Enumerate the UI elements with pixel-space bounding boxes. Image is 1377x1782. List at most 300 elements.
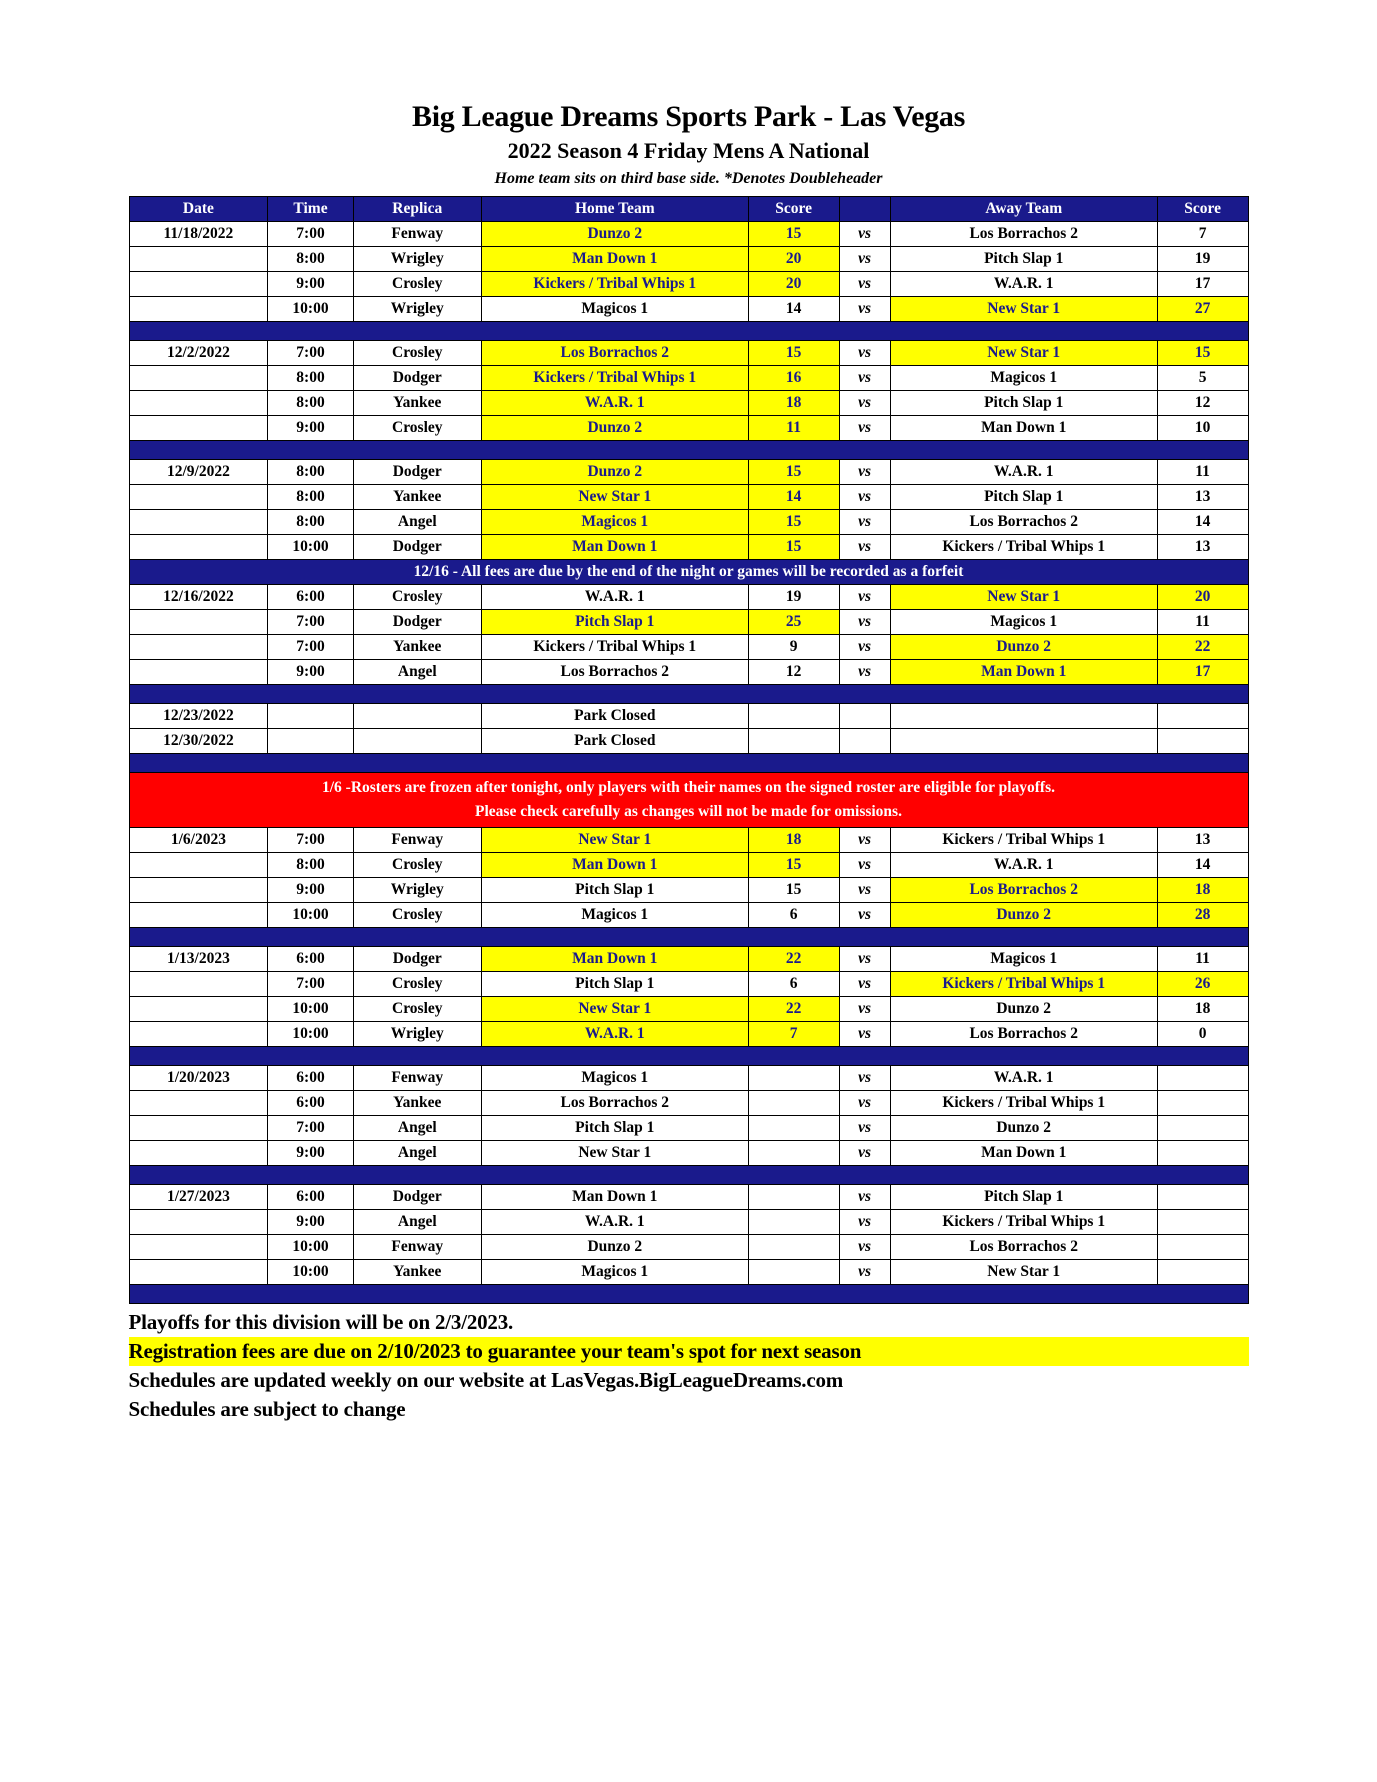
cell-time: 7:00 <box>268 610 353 635</box>
cell-away-team: New Star 1 <box>890 1260 1157 1285</box>
table-row <box>129 828 1248 853</box>
park-closed-row <box>129 704 1248 729</box>
cell-replica <box>353 729 481 754</box>
cell-date <box>129 1260 268 1285</box>
cell-vs <box>839 704 890 729</box>
cell-date <box>129 1022 268 1047</box>
spacer-cell <box>129 322 1248 341</box>
cell-away-team: W.A.R. 1 <box>890 460 1157 485</box>
cell-time: 9:00 <box>268 878 353 903</box>
col-home-team: Home Team <box>481 197 748 222</box>
cell-home-team: Magicos 1 <box>481 510 748 535</box>
cell-vs: vs <box>839 947 890 972</box>
cell-home-team: Kickers / Tribal Whips 1 <box>481 635 748 660</box>
cell-home-team: Magicos 1 <box>481 903 748 928</box>
cell-time: 7:00 <box>268 972 353 997</box>
table-row <box>129 997 1248 1022</box>
cell-home-team: Man Down 1 <box>481 247 748 272</box>
cell-time: 6:00 <box>268 1066 353 1091</box>
cell-home-score: 7 <box>748 1022 839 1047</box>
cell-away-team: Man Down 1 <box>890 416 1157 441</box>
cell-away-team: Los Borrachos 2 <box>890 1022 1157 1047</box>
cell-date <box>129 485 268 510</box>
cell-time: 8:00 <box>268 366 353 391</box>
cell-date <box>129 635 268 660</box>
cell-away-score: 10 <box>1157 416 1248 441</box>
cell-time: 8:00 <box>268 510 353 535</box>
cell-vs: vs <box>839 1141 890 1166</box>
cell-away-team: Kickers / Tribal Whips 1 <box>890 972 1157 997</box>
cell-time: 8:00 <box>268 391 353 416</box>
cell-away-team: Kickers / Tribal Whips 1 <box>890 535 1157 560</box>
cell-home-team: Pitch Slap 1 <box>481 878 748 903</box>
cell-replica: Crosley <box>353 997 481 1022</box>
cell-vs: vs <box>839 997 890 1022</box>
spacer-row <box>129 1166 1248 1185</box>
spacer-cell <box>129 928 1248 947</box>
table-row <box>129 1141 1248 1166</box>
cell-time: 7:00 <box>268 828 353 853</box>
cell-away-score: 27 <box>1157 297 1248 322</box>
page-subtitle: 2022 Season 4 Friday Mens A National <box>507 138 870 163</box>
cell-date: 12/30/2022 <box>129 729 268 754</box>
spacer-cell <box>129 754 1248 773</box>
cell-home-score <box>748 1185 839 1210</box>
cell-replica: Dodger <box>353 947 481 972</box>
cell-away-score: 17 <box>1157 660 1248 685</box>
cell-date <box>129 535 268 560</box>
cell-away-team: Los Borrachos 2 <box>890 878 1157 903</box>
col-time: Time <box>268 197 353 222</box>
cell-vs: vs <box>839 222 890 247</box>
footer-subject: Schedules are subject to change <box>128 1397 406 1421</box>
notice-banner-text: 12/16 - All fees are due by the end of the night or games will be recorded as a forfeit <box>129 560 1248 585</box>
cell-time <box>268 729 353 754</box>
cell-home-score: 15 <box>748 460 839 485</box>
table-row <box>129 878 1248 903</box>
cell-away-score <box>1157 1185 1248 1210</box>
banner-line: 1/6 -Rosters are frozen after tonight, only players with their names on the signed roster are eligible for playoffs. <box>321 779 1056 796</box>
cell-away-team: W.A.R. 1 <box>890 1066 1157 1091</box>
cell-vs <box>839 729 890 754</box>
cell-away-score: 5 <box>1157 366 1248 391</box>
spacer-cell <box>129 1285 1248 1304</box>
cell-home-score: 18 <box>748 391 839 416</box>
roster-freeze-banner-text <box>129 773 1248 828</box>
cell-date <box>129 610 268 635</box>
cell-date <box>129 416 268 441</box>
spacer-row <box>129 928 1248 947</box>
table-header <box>129 197 1248 222</box>
cell-date <box>129 878 268 903</box>
cell-away-score: 11 <box>1157 947 1248 972</box>
cell-replica: Crosley <box>353 416 481 441</box>
cell-home-score: 15 <box>748 853 839 878</box>
cell-home-score: 12 <box>748 660 839 685</box>
cell-vs: vs <box>839 903 890 928</box>
cell-time: 7:00 <box>268 635 353 660</box>
cell-home-team: Magicos 1 <box>481 1260 748 1285</box>
cell-replica: Crosley <box>353 972 481 997</box>
cell-vs: vs <box>839 272 890 297</box>
cell-away-score: 13 <box>1157 828 1248 853</box>
footer-notes <box>129 1308 1249 1424</box>
cell-time: 9:00 <box>268 416 353 441</box>
cell-date: 12/23/2022 <box>129 704 268 729</box>
cell-home-score: 15 <box>748 510 839 535</box>
cell-home-score: 9 <box>748 635 839 660</box>
cell-home-score: 22 <box>748 997 839 1022</box>
cell-away-team: Kickers / Tribal Whips 1 <box>890 1091 1157 1116</box>
cell-time: 10:00 <box>268 903 353 928</box>
cell-home-team: Los Borrachos 2 <box>481 1091 748 1116</box>
cell-away-team: New Star 1 <box>890 341 1157 366</box>
cell-home-team: Pitch Slap 1 <box>481 1116 748 1141</box>
cell-replica: Angel <box>353 1141 481 1166</box>
cell-replica: Fenway <box>353 828 481 853</box>
table-row <box>129 485 1248 510</box>
cell-replica: Dodger <box>353 535 481 560</box>
cell-away-score: 22 <box>1157 635 1248 660</box>
cell-away-score: 17 <box>1157 272 1248 297</box>
cell-replica: Yankee <box>353 1260 481 1285</box>
park-closed-row <box>129 729 1248 754</box>
col-away-score: Score <box>1157 197 1248 222</box>
cell-away-team: Magicos 1 <box>890 366 1157 391</box>
cell-home-score <box>748 1141 839 1166</box>
cell-replica: Crosley <box>353 585 481 610</box>
cell-away-score: 11 <box>1157 460 1248 485</box>
cell-vs: vs <box>839 297 890 322</box>
cell-date <box>129 660 268 685</box>
cell-time: 8:00 <box>268 460 353 485</box>
cell-away-team: W.A.R. 1 <box>890 272 1157 297</box>
table-body <box>129 222 1248 1304</box>
table-row <box>129 1022 1248 1047</box>
cell-away-score <box>1157 1210 1248 1235</box>
cell-date <box>129 391 268 416</box>
cell-away-score: 14 <box>1157 853 1248 878</box>
cell-date: 12/9/2022 <box>129 460 268 485</box>
cell-vs: vs <box>839 853 890 878</box>
cell-away-team: Dunzo 2 <box>890 997 1157 1022</box>
cell-vs: vs <box>839 535 890 560</box>
col-home-score: Score <box>748 197 839 222</box>
table-row <box>129 1260 1248 1285</box>
table-row <box>129 1210 1248 1235</box>
cell-home-team: W.A.R. 1 <box>481 391 748 416</box>
cell-time: 10:00 <box>268 1022 353 1047</box>
cell-vs: vs <box>839 1260 890 1285</box>
cell-vs: vs <box>839 610 890 635</box>
cell-away-team: Los Borrachos 2 <box>890 510 1157 535</box>
cell-home-score: 6 <box>748 972 839 997</box>
cell-home-team: W.A.R. 1 <box>481 1210 748 1235</box>
cell-home-team: New Star 1 <box>481 485 748 510</box>
cell-home-score <box>748 1116 839 1141</box>
cell-away-score: 14 <box>1157 510 1248 535</box>
cell-replica: Crosley <box>353 272 481 297</box>
cell-home-score: 20 <box>748 247 839 272</box>
cell-home-score: 19 <box>748 585 839 610</box>
table-row <box>129 972 1248 997</box>
cell-away-score: 0 <box>1157 1022 1248 1047</box>
cell-time: 9:00 <box>268 1141 353 1166</box>
cell-replica: Wrigley <box>353 297 481 322</box>
cell-vs: vs <box>839 391 890 416</box>
cell-time: 6:00 <box>268 947 353 972</box>
cell-away-score: 18 <box>1157 997 1248 1022</box>
cell-date <box>129 853 268 878</box>
table-row <box>129 1185 1248 1210</box>
table-row <box>129 635 1248 660</box>
cell-time: 7:00 <box>268 222 353 247</box>
cell-replica: Dodger <box>353 1185 481 1210</box>
table-row <box>129 853 1248 878</box>
cell-home-team: Dunzo 2 <box>481 222 748 247</box>
cell-date: 1/6/2023 <box>129 828 268 853</box>
cell-date <box>129 272 268 297</box>
cell-home-team: New Star 1 <box>481 828 748 853</box>
cell-home-score: 15 <box>748 222 839 247</box>
cell-away-team: Kickers / Tribal Whips 1 <box>890 828 1157 853</box>
cell-replica: Yankee <box>353 485 481 510</box>
table-row <box>129 297 1248 322</box>
cell-home-team: Kickers / Tribal Whips 1 <box>481 366 748 391</box>
banner-line: Please check carefully as changes will not be made for omissions. <box>475 803 902 820</box>
cell-away-team: Pitch Slap 1 <box>890 391 1157 416</box>
cell-vs: vs <box>839 828 890 853</box>
table-row <box>129 272 1248 297</box>
cell-vs: vs <box>839 878 890 903</box>
table-row <box>129 391 1248 416</box>
cell-away-team: Dunzo 2 <box>890 635 1157 660</box>
cell-replica: Crosley <box>353 903 481 928</box>
table-row <box>129 510 1248 535</box>
cell-home-score: 6 <box>748 903 839 928</box>
cell-home-team: Los Borrachos 2 <box>481 341 748 366</box>
cell-away-team <box>890 729 1157 754</box>
cell-time: 7:00 <box>268 341 353 366</box>
cell-time: 10:00 <box>268 997 353 1022</box>
cell-vs: vs <box>839 1022 890 1047</box>
cell-home-team: Magicos 1 <box>481 1066 748 1091</box>
cell-vs: vs <box>839 1185 890 1210</box>
cell-home-team: Kickers / Tribal Whips 1 <box>481 272 748 297</box>
cell-date: 1/27/2023 <box>129 1185 268 1210</box>
table-row <box>129 1066 1248 1091</box>
cell-replica: Angel <box>353 510 481 535</box>
roster-freeze-banner-row <box>129 773 1248 828</box>
cell-replica: Wrigley <box>353 247 481 272</box>
cell-home-team: W.A.R. 1 <box>481 1022 748 1047</box>
cell-home-team: New Star 1 <box>481 1141 748 1166</box>
cell-replica: Angel <box>353 1116 481 1141</box>
table-row <box>129 585 1248 610</box>
cell-time: 6:00 <box>268 1091 353 1116</box>
cell-date <box>129 297 268 322</box>
cell-away-score: 18 <box>1157 878 1248 903</box>
spacer-row <box>129 322 1248 341</box>
schedule-table <box>129 196 1249 1304</box>
cell-date <box>129 1091 268 1116</box>
cell-replica: Yankee <box>353 1091 481 1116</box>
table-row <box>129 416 1248 441</box>
cell-away-score: 20 <box>1157 585 1248 610</box>
cell-away-score: 7 <box>1157 222 1248 247</box>
cell-vs: vs <box>839 1116 890 1141</box>
table-row <box>129 535 1248 560</box>
cell-vs: vs <box>839 660 890 685</box>
cell-time: 8:00 <box>268 853 353 878</box>
cell-home-score: 14 <box>748 297 839 322</box>
cell-away-score <box>1157 1066 1248 1091</box>
cell-home-team: Man Down 1 <box>481 853 748 878</box>
cell-date: 1/13/2023 <box>129 947 268 972</box>
table-row <box>129 903 1248 928</box>
cell-away-score <box>1157 729 1248 754</box>
cell-date <box>129 366 268 391</box>
cell-time: 7:00 <box>268 1116 353 1141</box>
cell-away-team <box>890 704 1157 729</box>
cell-date: 1/20/2023 <box>129 1066 268 1091</box>
cell-vs: vs <box>839 1235 890 1260</box>
cell-away-team: Pitch Slap 1 <box>890 485 1157 510</box>
cell-vs: vs <box>839 460 890 485</box>
cell-replica: Wrigley <box>353 1022 481 1047</box>
footer-updates: Schedules are updated weekly on our website at LasVegas.BigLeagueDreams.com <box>128 1368 844 1392</box>
cell-replica: Fenway <box>353 222 481 247</box>
table-row <box>129 366 1248 391</box>
cell-away-team: Dunzo 2 <box>890 1116 1157 1141</box>
spacer-cell <box>129 1047 1248 1066</box>
cell-away-score <box>1157 1116 1248 1141</box>
cell-date <box>129 1116 268 1141</box>
cell-date <box>129 1141 268 1166</box>
cell-vs: vs <box>839 341 890 366</box>
cell-home-team: Park Closed <box>481 729 748 754</box>
spacer-cell <box>129 441 1248 460</box>
cell-replica: Fenway <box>353 1235 481 1260</box>
cell-replica <box>353 704 481 729</box>
cell-away-team: Kickers / Tribal Whips 1 <box>890 1210 1157 1235</box>
cell-home-team: Man Down 1 <box>481 947 748 972</box>
cell-home-team: Park Closed <box>481 704 748 729</box>
cell-home-team: Los Borrachos 2 <box>481 660 748 685</box>
page-title: Big League Dreams Sports Park - Las Vegas <box>412 100 965 133</box>
footer-registration: Registration fees are due on 2/10/2023 to guarantee your team's spot for next season <box>129 1337 1249 1366</box>
col-away-team: Away Team <box>890 197 1157 222</box>
cell-vs: vs <box>839 366 890 391</box>
notice-banner-row <box>129 560 1248 585</box>
cell-time: 10:00 <box>268 297 353 322</box>
footer-playoffs: Playoffs for this division will be on 2/3/2023. <box>128 1310 514 1334</box>
cell-replica: Dodger <box>353 610 481 635</box>
cell-vs: vs <box>839 510 890 535</box>
cell-away-team: Los Borrachos 2 <box>890 222 1157 247</box>
cell-date <box>129 247 268 272</box>
cell-date <box>129 1210 268 1235</box>
cell-home-score <box>748 729 839 754</box>
cell-home-team: Man Down 1 <box>481 1185 748 1210</box>
cell-date <box>129 1235 268 1260</box>
cell-vs: vs <box>839 416 890 441</box>
cell-replica: Wrigley <box>353 878 481 903</box>
cell-home-score: 16 <box>748 366 839 391</box>
cell-home-team: Pitch Slap 1 <box>481 610 748 635</box>
cell-away-score <box>1157 1091 1248 1116</box>
cell-away-score: 26 <box>1157 972 1248 997</box>
page-note: Home team sits on third base side. *Denotes Doubleheader <box>494 170 883 187</box>
cell-time: 8:00 <box>268 247 353 272</box>
cell-away-team: Man Down 1 <box>890 1141 1157 1166</box>
spacer-row <box>129 1285 1248 1304</box>
cell-home-team: W.A.R. 1 <box>481 585 748 610</box>
cell-time: 9:00 <box>268 272 353 297</box>
cell-away-team: New Star 1 <box>890 585 1157 610</box>
cell-home-team: Pitch Slap 1 <box>481 972 748 997</box>
cell-away-score <box>1157 1141 1248 1166</box>
cell-away-team: New Star 1 <box>890 297 1157 322</box>
cell-away-score <box>1157 1235 1248 1260</box>
cell-replica: Angel <box>353 1210 481 1235</box>
cell-time: 10:00 <box>268 1260 353 1285</box>
spacer-row <box>129 441 1248 460</box>
cell-home-score <box>748 1235 839 1260</box>
cell-time: 9:00 <box>268 660 353 685</box>
cell-home-score: 22 <box>748 947 839 972</box>
table-row <box>129 247 1248 272</box>
cell-away-team: Magicos 1 <box>890 610 1157 635</box>
header-row <box>129 197 1248 222</box>
cell-date: 12/16/2022 <box>129 585 268 610</box>
cell-away-team: Los Borrachos 2 <box>890 1235 1157 1260</box>
cell-away-score: 13 <box>1157 535 1248 560</box>
col-replica: Replica <box>353 197 481 222</box>
cell-away-score: 15 <box>1157 341 1248 366</box>
cell-home-score <box>748 704 839 729</box>
cell-home-team: Dunzo 2 <box>481 460 748 485</box>
cell-date <box>129 510 268 535</box>
cell-time <box>268 704 353 729</box>
cell-away-score <box>1157 1260 1248 1285</box>
cell-date <box>129 903 268 928</box>
cell-vs: vs <box>839 485 890 510</box>
table-row <box>129 660 1248 685</box>
cell-away-score: 12 <box>1157 391 1248 416</box>
cell-time: 8:00 <box>268 485 353 510</box>
spacer-cell <box>129 685 1248 704</box>
cell-home-team: Magicos 1 <box>481 297 748 322</box>
cell-home-score: 15 <box>748 341 839 366</box>
spacer-cell <box>129 1166 1248 1185</box>
cell-home-score <box>748 1091 839 1116</box>
cell-time: 9:00 <box>268 1210 353 1235</box>
cell-home-team: Dunzo 2 <box>481 416 748 441</box>
cell-away-team: Pitch Slap 1 <box>890 1185 1157 1210</box>
cell-replica: Yankee <box>353 391 481 416</box>
spacer-row <box>129 1047 1248 1066</box>
cell-home-score: 18 <box>748 828 839 853</box>
cell-vs: vs <box>839 635 890 660</box>
cell-date: 12/2/2022 <box>129 341 268 366</box>
table-row <box>129 222 1248 247</box>
cell-home-score: 20 <box>748 272 839 297</box>
cell-time: 6:00 <box>268 585 353 610</box>
cell-away-score: 11 <box>1157 610 1248 635</box>
cell-away-team: Man Down 1 <box>890 660 1157 685</box>
cell-time: 10:00 <box>268 1235 353 1260</box>
